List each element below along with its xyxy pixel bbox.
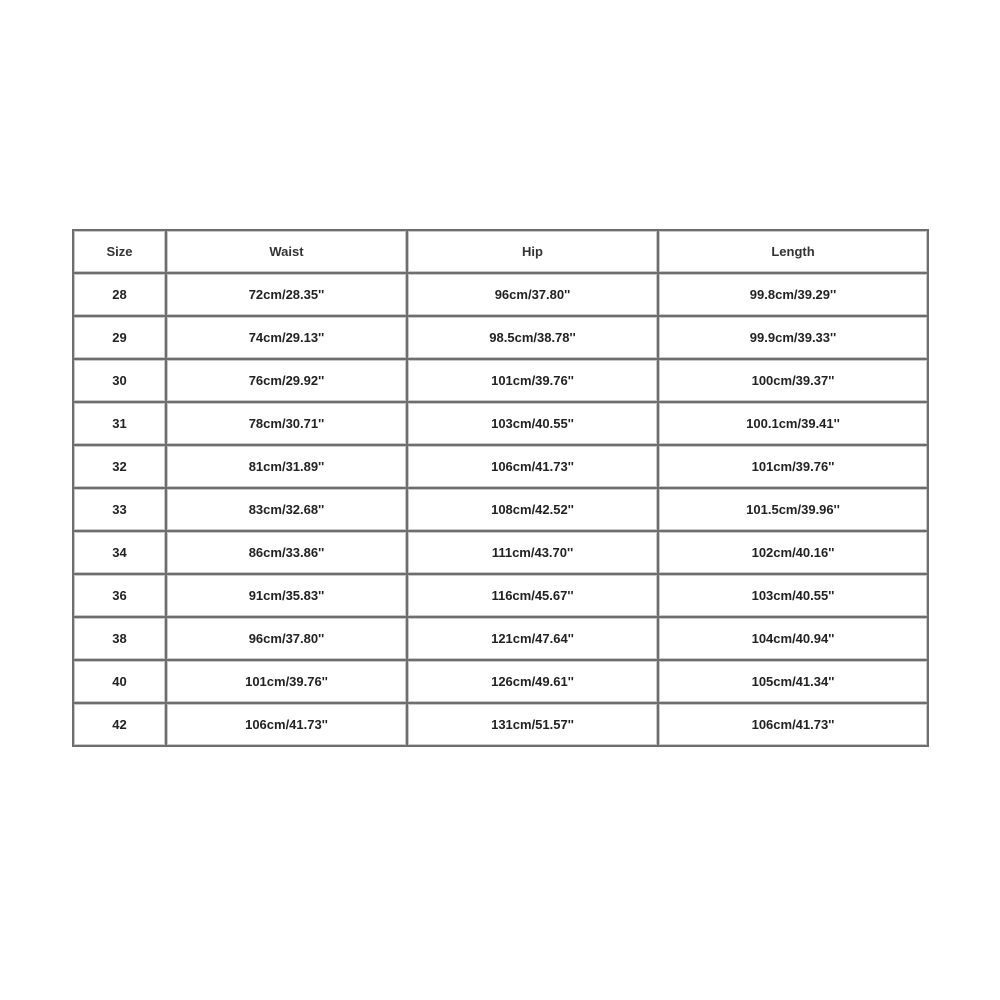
- cell-waist: 78cm/30.71'': [167, 403, 408, 446]
- cell-length: 99.9cm/39.33'': [659, 317, 929, 360]
- header-length: Length: [659, 231, 929, 274]
- cell-length: 102cm/40.16'': [659, 532, 929, 575]
- table-row: [74, 575, 929, 618]
- cell-hip: 98.5cm/38.78'': [408, 317, 659, 360]
- header-row: [74, 231, 929, 274]
- cell-hip: 131cm/51.57'': [408, 704, 659, 747]
- cell-waist: 81cm/31.89'': [167, 446, 408, 489]
- cell-size: 32: [74, 446, 167, 489]
- table-row: [74, 360, 929, 403]
- table-body: [74, 274, 929, 747]
- table-row: [74, 317, 929, 360]
- cell-hip: 116cm/45.67'': [408, 575, 659, 618]
- table-row: [74, 446, 929, 489]
- table-header: [74, 231, 929, 274]
- cell-waist: 96cm/37.80'': [167, 618, 408, 661]
- cell-size: 30: [74, 360, 167, 403]
- cell-size: 29: [74, 317, 167, 360]
- cell-waist: 106cm/41.73'': [167, 704, 408, 747]
- table-row: [74, 661, 929, 704]
- header-size: Size: [74, 231, 167, 274]
- cell-length: 100.1cm/39.41'': [659, 403, 929, 446]
- cell-waist: 101cm/39.76'': [167, 661, 408, 704]
- table-row: [74, 532, 929, 575]
- size-chart-table: [72, 229, 929, 747]
- cell-size: 40: [74, 661, 167, 704]
- cell-size: 33: [74, 489, 167, 532]
- cell-size: 38: [74, 618, 167, 661]
- cell-hip: 121cm/47.64'': [408, 618, 659, 661]
- cell-hip: 103cm/40.55'': [408, 403, 659, 446]
- cell-size: 36: [74, 575, 167, 618]
- cell-hip: 108cm/42.52'': [408, 489, 659, 532]
- cell-waist: 76cm/29.92'': [167, 360, 408, 403]
- header-hip: Hip: [408, 231, 659, 274]
- cell-length: 106cm/41.73'': [659, 704, 929, 747]
- cell-waist: 72cm/28.35'': [167, 274, 408, 317]
- table-row: [74, 403, 929, 446]
- cell-length: 99.8cm/39.29'': [659, 274, 929, 317]
- cell-size: 28: [74, 274, 167, 317]
- cell-length: 103cm/40.55'': [659, 575, 929, 618]
- cell-size: 31: [74, 403, 167, 446]
- cell-hip: 96cm/37.80'': [408, 274, 659, 317]
- cell-waist: 74cm/29.13'': [167, 317, 408, 360]
- cell-length: 105cm/41.34'': [659, 661, 929, 704]
- cell-waist: 83cm/32.68'': [167, 489, 408, 532]
- cell-length: 104cm/40.94'': [659, 618, 929, 661]
- cell-length: 101.5cm/39.96'': [659, 489, 929, 532]
- header-waist: Waist: [167, 231, 408, 274]
- table-row: [74, 489, 929, 532]
- cell-waist: 91cm/35.83'': [167, 575, 408, 618]
- cell-size: 34: [74, 532, 167, 575]
- cell-length: 101cm/39.76'': [659, 446, 929, 489]
- table-row: [74, 704, 929, 747]
- cell-size: 42: [74, 704, 167, 747]
- cell-hip: 101cm/39.76'': [408, 360, 659, 403]
- cell-hip: 111cm/43.70'': [408, 532, 659, 575]
- table-row: [74, 274, 929, 317]
- table-row: [74, 618, 929, 661]
- cell-hip: 126cm/49.61'': [408, 661, 659, 704]
- cell-hip: 106cm/41.73'': [408, 446, 659, 489]
- cell-waist: 86cm/33.86'': [167, 532, 408, 575]
- cell-length: 100cm/39.37'': [659, 360, 929, 403]
